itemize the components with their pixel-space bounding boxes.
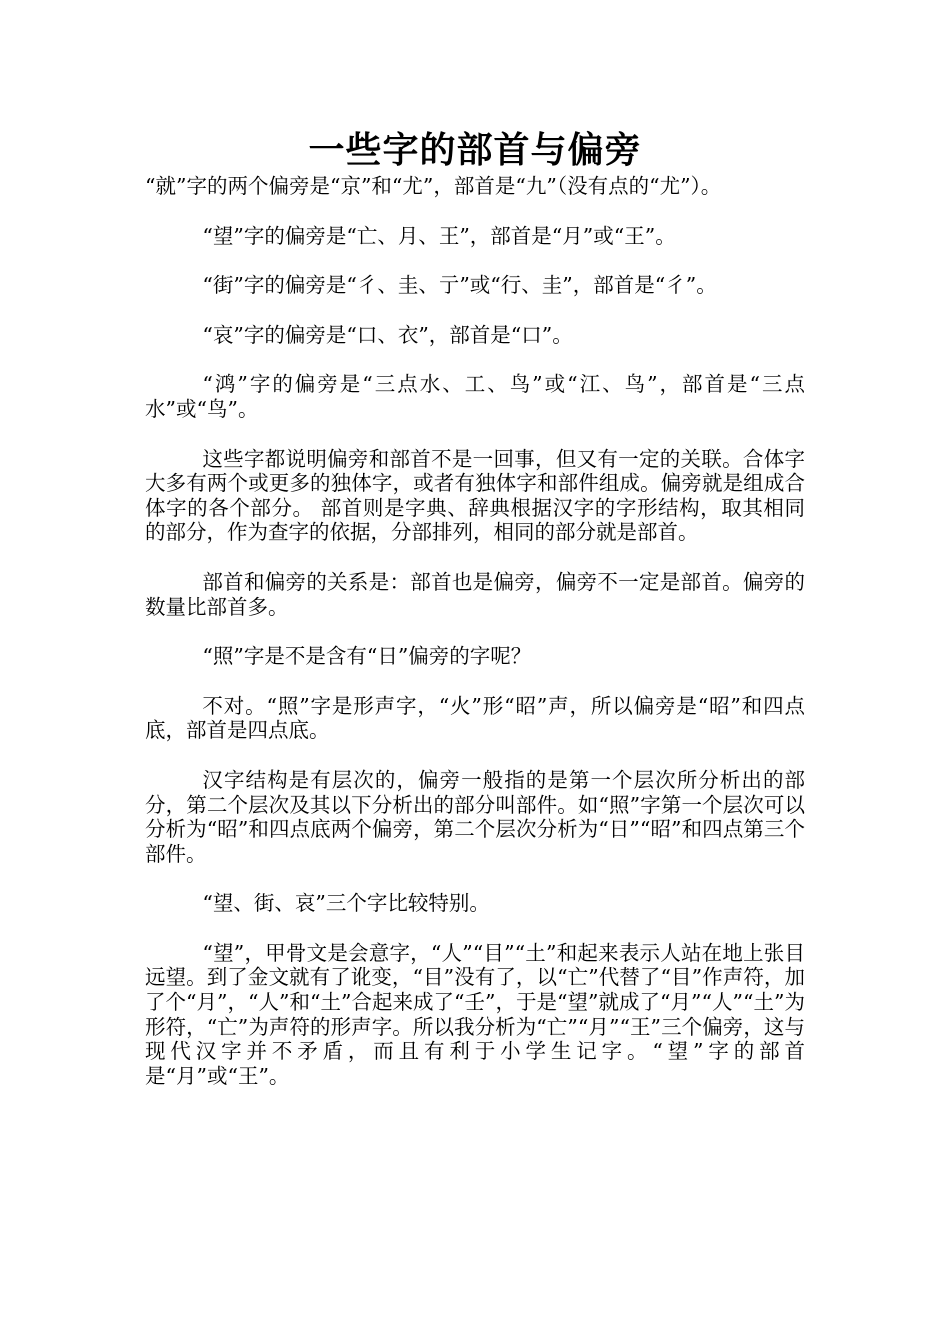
paragraph: “就”字的两个偏旁是“京”和“尤”，部首是“九”（没有点的“尤”）。 (145, 174, 722, 198)
paragraph: 部首和偏旁的关系是：部首也是偏旁，偏旁不一定是部首。偏旁的数量比部首多。 (145, 569, 805, 619)
document-title: 一些字的部首与偏旁 (308, 129, 642, 171)
paragraph: “鸿”字的偏旁是“三点水、工、鸟”或“江、鸟”，部首是“三点水”或“鸟”。 (145, 372, 805, 421)
paragraph: 汉字结构是有层次的，偏旁一般指的是第一个层次所分析出的部分，第二个层次及其以下分析出的部分叫部件。如“照”字第一个层次可以分析为“昭”和四点底两个偏旁，第二个层次分析为“日”“昭”和四点第三个部件。 (145, 767, 805, 866)
paragraph: “照”字是不是含有“日”偏旁的字呢？ (202, 644, 532, 669)
paragraph: “望”字的偏旁是“亡、月、王”，部首是“月”或“王”。 (202, 223, 676, 248)
paragraph: 不对。“照”字是形声字，“火”形“昭”声，所以偏旁是“昭”和四点底，部首是四点底。 (145, 693, 805, 743)
paragraph: “哀”字的偏旁是“口、衣”，部首是“口”。 (202, 322, 573, 347)
paragraph: “街”字的偏旁是“彳、圭、亍”或“行、圭”，部首是“彳”。 (202, 273, 717, 298)
paragraph: “望、街、哀”三个字比较特别。 (202, 891, 490, 916)
paragraph: 这些字都说明偏旁和部首不是一回事，但又有一定的关联。合体字大多有两个或更多的独体字，或者有独体字和部件组成。偏旁就是组成合体字的各个部分。 部首则是字典、辞典根据汉字的字形结构，取其相同的部分，作为查字的依据，分部排列，相同的部分就是部首。 (145, 446, 805, 545)
paragraph: “望”，甲骨文是会意字，“人”“目”“土”和起来表示人站在地上张目远望。到了金文就有了讹变，“目”没有了，以“亡”代替了“目”作声符，加了个“月”，“人”和“土”合起来成了“壬”，于是“望”就成了“月”“人”“土”为形符，“亡”为声符的形声字。所以我分析为“亡”“月”“王”三个偏旁，这与现代汉字并不矛盾，而且有利于小学生记字。“望”字的部首是“月”或“王”。 (145, 940, 805, 1088)
document-page (145, 128, 805, 1113)
